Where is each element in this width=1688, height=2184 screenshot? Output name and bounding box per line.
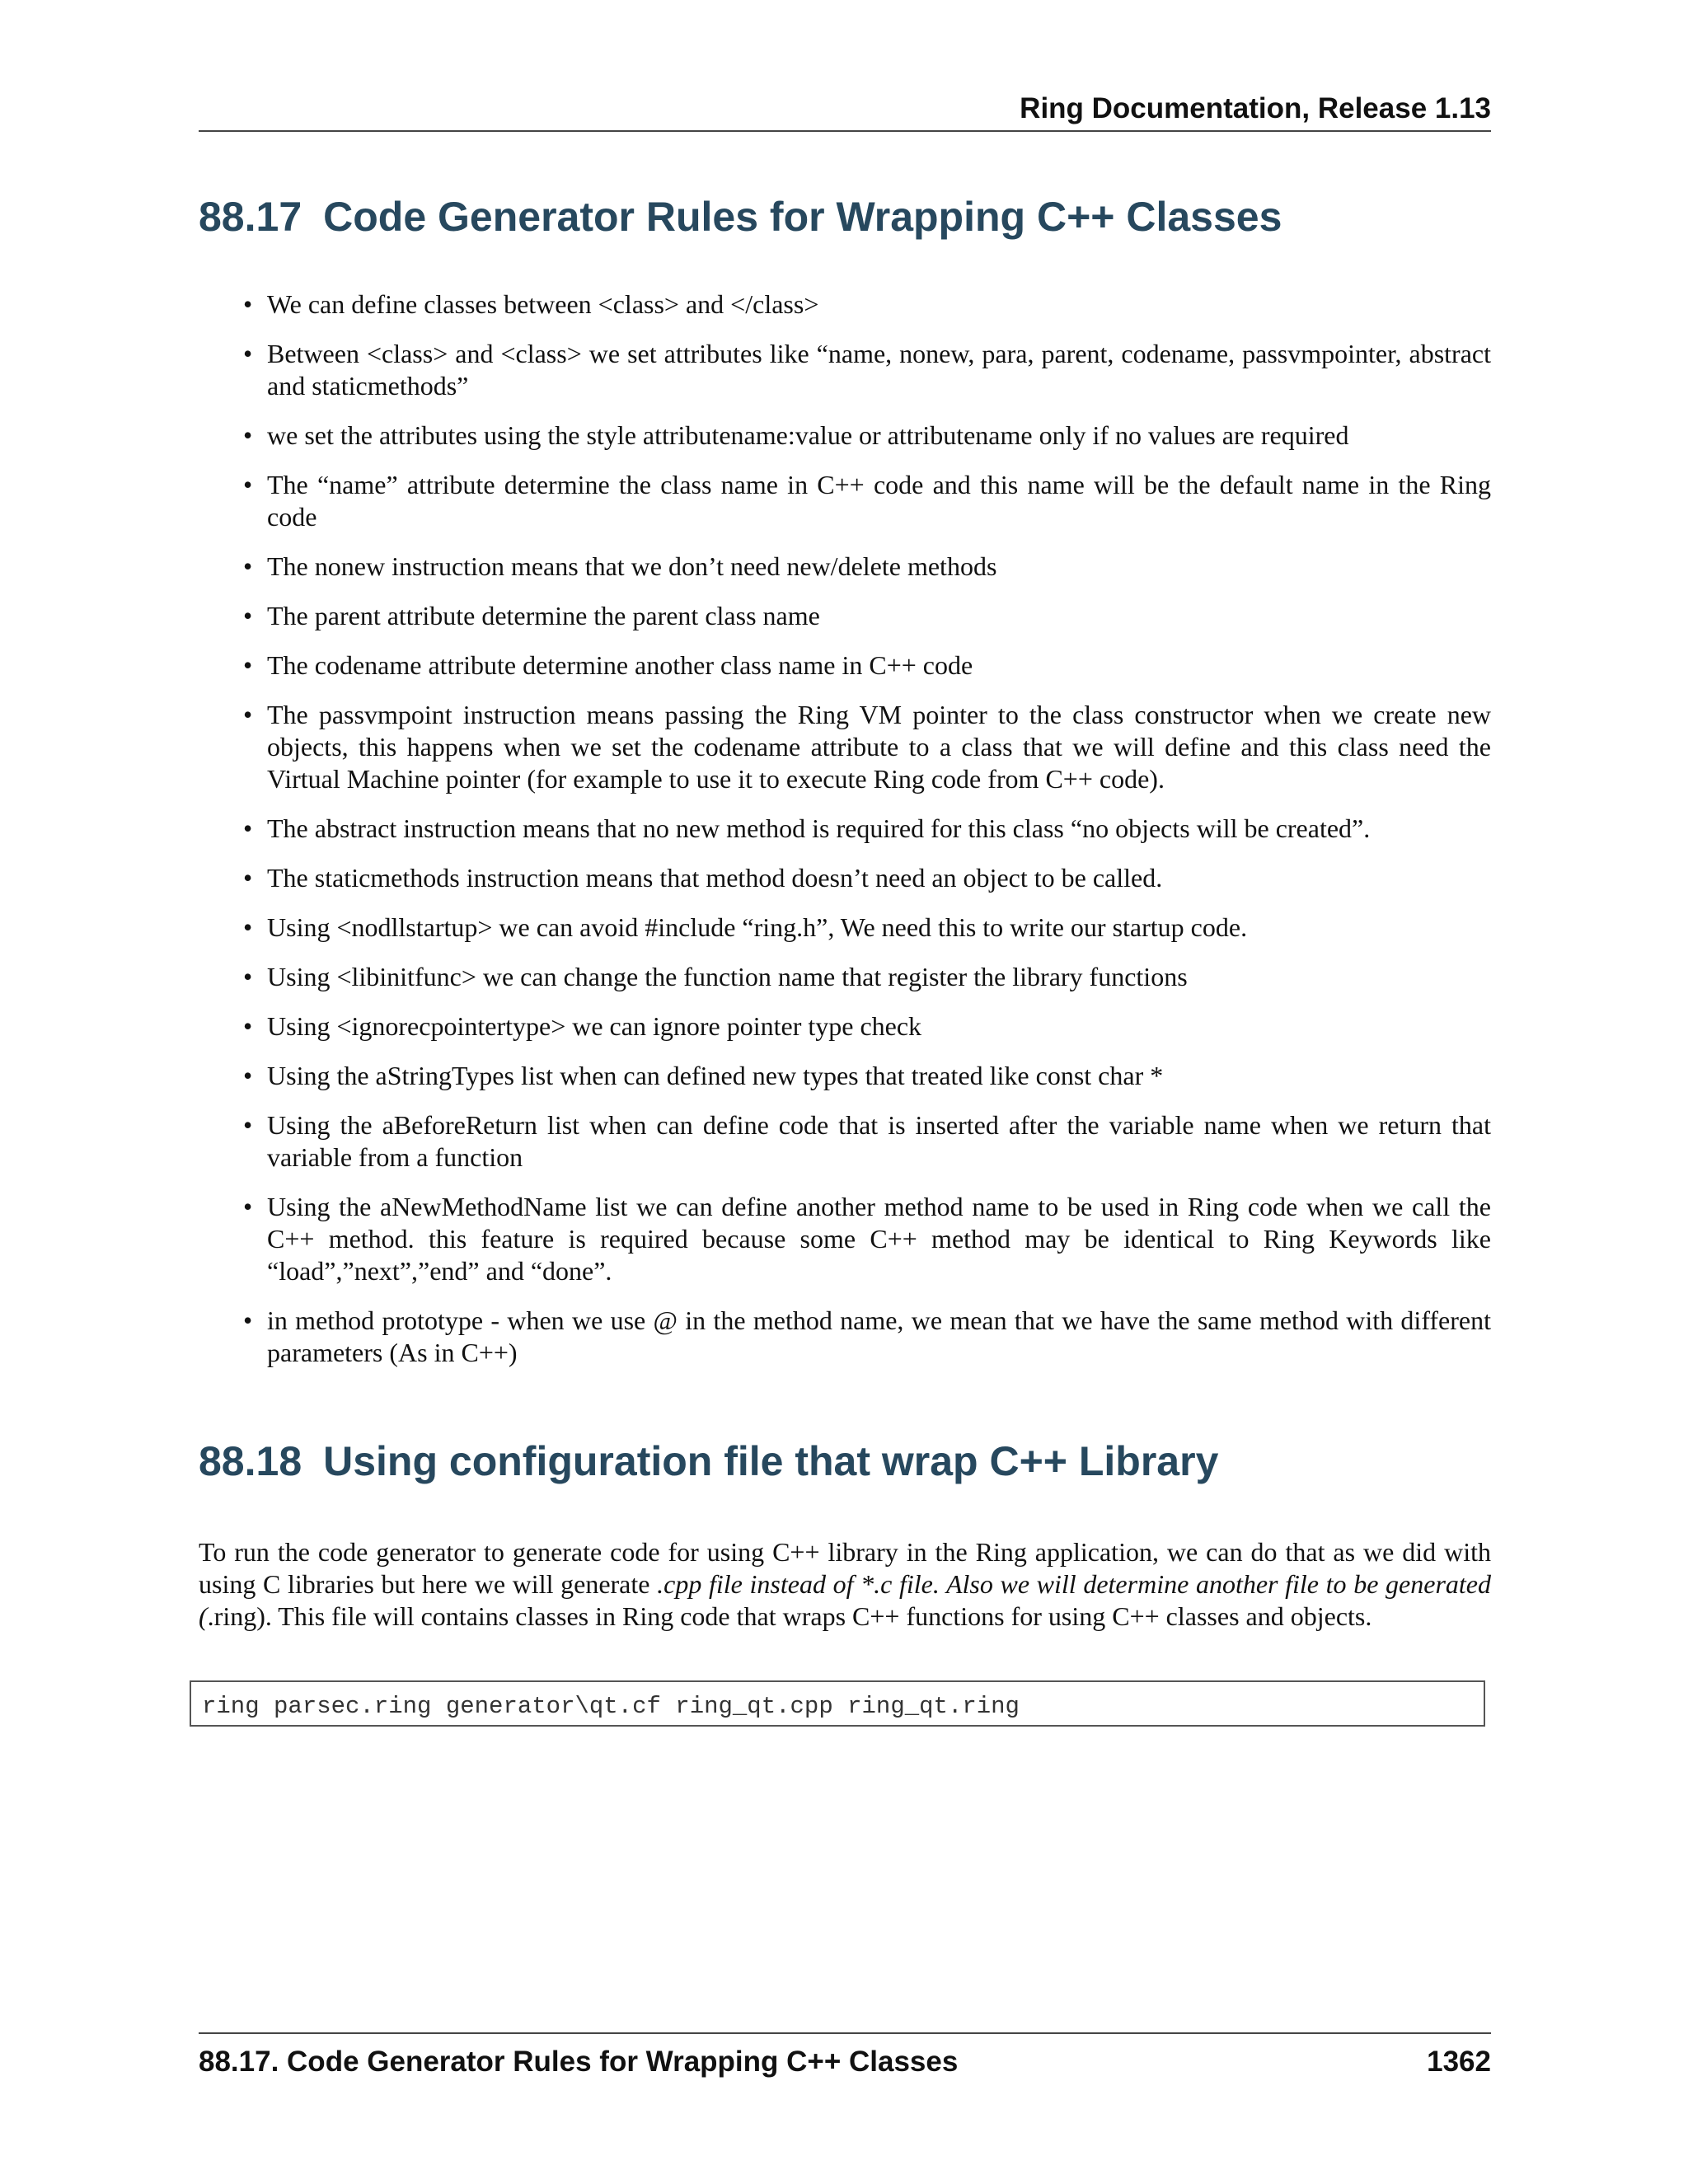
footer-rule	[199, 2032, 1491, 2034]
paragraph-text: .ring). This file will contains classes in Ring code that wraps C++ functions for using C++ classes and objects.	[207, 1601, 1372, 1631]
list-item-text: The abstract instruction means that no new method is required for this class “no objects will be created”.	[267, 813, 1371, 843]
code-block: ring parsec.ring generator\qt.cf ring_qt.cpp ring_qt.ring	[190, 1680, 1485, 1727]
list-item-text: Using the aBeforeReturn list when can define code that is inserted after the variable name when we return that variable from a function	[267, 1110, 1491, 1172]
bullet-icon: •	[243, 420, 253, 450]
list-item	[199, 469, 1491, 533]
list-item-text: we set the attributes using the style attributename:value or attributename only if no values are required	[267, 420, 1349, 450]
list-item-text: in method prototype - when we use @ in the method name, we mean that we have the same method with different parameters (As in C++)	[267, 1305, 1491, 1367]
list-item-text: Using <libinitfunc> we can change the function name that register the library functions	[267, 962, 1188, 991]
body-paragraph	[199, 1536, 1491, 1633]
bullet-icon: •	[243, 1192, 253, 1221]
list-item	[199, 649, 1491, 682]
bullet-icon: •	[243, 470, 253, 499]
section-number: 88.18	[199, 1438, 302, 1484]
list-item-text: The passvmpoint instruction means passing the Ring VM pointer to the class constructor when we create new objects, this happens when we set the codename attribute to a class that we will define and this class need the Virtual Machine pointer (for example to use it to execute Ring code from C++ code).	[267, 700, 1491, 794]
list-item	[199, 862, 1491, 894]
list-item	[199, 288, 1491, 321]
list-item	[199, 1060, 1491, 1092]
list-item	[199, 551, 1491, 583]
document-page	[199, 0, 1491, 2184]
list-item-text: The staticmethods instruction means that method doesn’t need an object to be called.	[267, 863, 1163, 893]
bullet-icon: •	[243, 650, 253, 680]
list-item-text: The parent attribute determine the parent class name	[267, 601, 820, 630]
list-item	[199, 1109, 1491, 1174]
bullet-icon: •	[243, 962, 253, 991]
footer-section-title: 88.17. Code Generator Rules for Wrapping C++ Classes	[199, 2046, 959, 2078]
bullet-icon: •	[243, 289, 253, 319]
bullet-icon: •	[243, 813, 253, 843]
list-item	[199, 1191, 1491, 1287]
list-item-text: Using <ignorecpointertype> we can ignore pointer type check	[267, 1011, 922, 1041]
bullet-icon: •	[243, 601, 253, 630]
list-item	[199, 961, 1491, 993]
list-item-text: The “name” attribute determine the class name in C++ code and this name will be the default name in the Ring code	[267, 470, 1491, 532]
bullet-icon: •	[243, 1305, 253, 1335]
running-header: Ring Documentation, Release 1.13	[1020, 92, 1491, 124]
list-item	[199, 912, 1491, 944]
list-item	[199, 1010, 1491, 1043]
list-item-text: Using <nodllstartup> we can avoid #include “ring.h”, We need this to write our startup code.	[267, 912, 1248, 942]
bullet-icon: •	[243, 912, 253, 942]
section-heading-88-18	[199, 1437, 1218, 1485]
list-item-text: We can define classes between <class> and </class>	[267, 289, 819, 319]
list-item	[199, 1305, 1491, 1369]
section-title: Using configuration file that wrap C++ Library	[323, 1438, 1219, 1484]
bullet-icon: •	[243, 863, 253, 893]
list-item-text: The codename attribute determine another class name in C++ code	[267, 650, 973, 680]
header-rule	[199, 130, 1491, 132]
paragraph-italic-text: .cpp file instead of *.c file. Also we will determine another file to be generated (	[199, 1569, 1492, 1631]
section-title: Code Generator Rules for Wrapping C++ Classes	[323, 194, 1282, 240]
paragraph-text: To run the code generator to generate code for using C++ library in the Ring application, we can do that as we did with using C libraries but here we will generate	[199, 1537, 1491, 1599]
bullet-icon: •	[243, 339, 253, 368]
bullet-icon: •	[243, 700, 253, 729]
bullet-icon: •	[243, 1110, 253, 1140]
list-item	[199, 600, 1491, 632]
bullet-icon: •	[243, 551, 253, 581]
page-number: 1362	[1427, 2046, 1491, 2078]
bullet-icon: •	[243, 1011, 253, 1041]
section-number: 88.17	[199, 194, 302, 240]
list-item	[199, 338, 1491, 402]
list-item	[199, 813, 1491, 845]
list-item-text: Using the aStringTypes list when can defined new types that treated like const char *	[267, 1061, 1164, 1090]
list-item-text: The nonew instruction means that we don’t need new/delete methods	[267, 551, 997, 581]
section-heading-88-17	[199, 193, 1282, 241]
list-item-text: Using the aNewMethodName list we can define another method name to be used in Ring code when we call the C++ method. this feature is required because some C++ method may be identical to Ring Keywords like “load”,”next”,”end” and “done”.	[267, 1192, 1491, 1286]
list-item	[199, 419, 1491, 452]
list-item	[199, 699, 1491, 795]
rules-list	[199, 288, 1491, 1386]
list-item-text: Between <class> and <class> we set attributes like “name, nonew, para, parent, codename, passvmpointer, abstract and staticmethods”	[267, 339, 1491, 401]
bullet-icon: •	[243, 1061, 253, 1090]
